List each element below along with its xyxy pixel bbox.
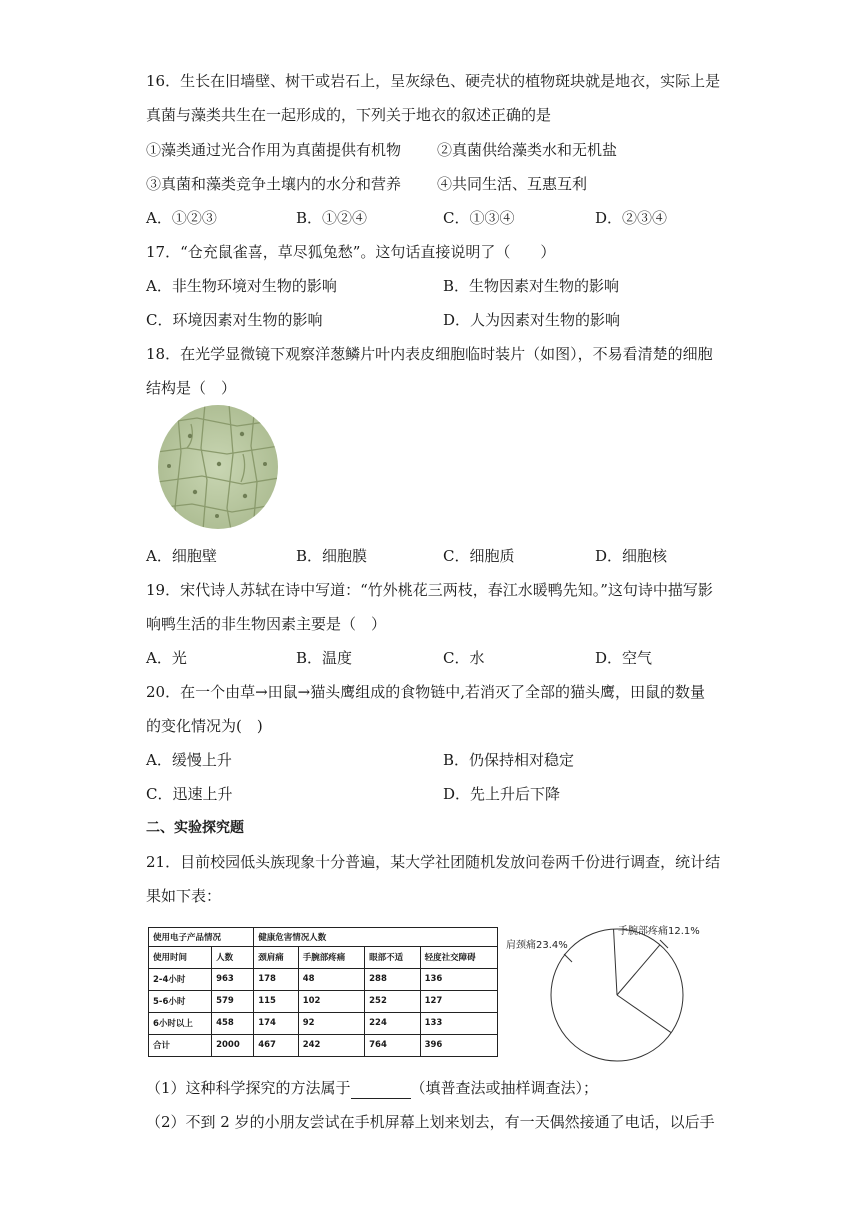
table-row [149, 968, 498, 990]
survey-table [148, 927, 498, 1057]
section-heading: 二、实验探究题 [146, 820, 244, 836]
q19-option-d: D．空气 [595, 649, 653, 667]
q21-stem-line1: 21．目前校园低头族现象十分普遍，某大学社团随机发放问卷两千份进行调查，统计结 [146, 853, 721, 871]
table-column-header: 人数 [212, 946, 254, 968]
q16-statement-3: ③真菌和藻类竞争土壤内的水分和营养 [146, 175, 402, 193]
q16-statement-4: ④共同生活、互惠互利 [437, 175, 588, 193]
q16-statement-1: ①藻类通过光合作用为真菌提供有机物 [146, 141, 402, 159]
q18-option-a: A．细胞壁 [146, 547, 217, 565]
q17-option-b: B．生物因素对生物的影响 [443, 277, 620, 295]
table-cell: 115 [254, 990, 299, 1012]
q19-option-b: B．温度 [296, 649, 353, 667]
q20-option-d: D．先上升后下降 [443, 785, 561, 803]
pie-label-wrist-pain: 手腕部疼痛12.1% [618, 926, 700, 937]
q21-sub1-prefix: （1）这种科学探究的方法属于 [146, 1079, 351, 1097]
table-column-header: 使用时间 [149, 946, 212, 968]
q20-stem-line2: 的变化情况为( ) [146, 717, 263, 735]
table-cell: 5-6小时 [149, 990, 212, 1012]
q19-option-c: C．水 [443, 649, 485, 667]
q16-option-b: B．①②④ [296, 209, 368, 227]
q17-option-a: A．非生物环境对生物的影响 [146, 277, 337, 295]
table-row [149, 1034, 498, 1056]
table-cell: 136 [420, 968, 497, 990]
table-cell: 2000 [212, 1034, 254, 1056]
table-cell: 467 [254, 1034, 299, 1056]
q21-sub1 [146, 1077, 598, 1099]
table-group-header: 使用电子产品情况 [149, 928, 254, 947]
q20-option-a: A．缓慢上升 [146, 751, 232, 769]
table-cell: 6小时以上 [149, 1012, 212, 1034]
q21-sub2: （2）不到 2 岁的小朋友尝试在手机屏幕上划来划去，有一天偶然接通了电话，以后手 [146, 1113, 715, 1131]
table-column-header-row [149, 946, 498, 968]
q19-stem-line1: 19．宋代诗人苏轼在诗中写道：“竹外桃花三两枝，春江水暖鸭先知。”这句诗中描写影 [146, 581, 713, 599]
table-cell: 92 [298, 1012, 364, 1034]
table-cell: 102 [298, 990, 364, 1012]
q21-sub1-suffix: （填普查法或抽样调查法）； [410, 1079, 599, 1097]
q16-stem-line1: 16．生长在旧墙壁、树干或岩石上，呈灰绿色、硬壳状的植物斑块就是地衣，实际上是 [146, 72, 721, 90]
table-cell: 242 [298, 1034, 364, 1056]
q20-option-c: C．迅速上升 [146, 785, 233, 803]
table-cell: 458 [212, 1012, 254, 1034]
table-row [149, 1012, 498, 1034]
answer-blank[interactable] [351, 1083, 411, 1099]
table-cell: 252 [365, 990, 420, 1012]
table-cell: 48 [298, 968, 364, 990]
pie-chart [500, 918, 730, 1068]
table-cell: 2-4小时 [149, 968, 212, 990]
pie-label-neck-shoulder-pain: 肩颈痛23.4% [506, 940, 568, 951]
q18-option-b: B．细胞膜 [296, 547, 368, 565]
q16-option-a: A．①②③ [146, 209, 217, 227]
q20-option-b: B．仍保持相对稳定 [443, 751, 575, 769]
table-cell: 764 [365, 1034, 420, 1056]
table-column-header: 眼部不适 [365, 946, 420, 968]
q18-stem-line1: 18．在光学显微镜下观察洋葱鳞片叶内表皮细胞临时装片（如图），不易看清楚的细胞 [146, 345, 713, 363]
q21-stem-line2: 果如下表： [146, 887, 222, 905]
table-cell: 396 [420, 1034, 497, 1056]
q18-option-d: D．细胞核 [595, 547, 668, 565]
table-cell: 288 [365, 968, 420, 990]
table-cell: 合计 [149, 1034, 212, 1056]
pie-slice-boundary [614, 929, 617, 995]
table-column-header: 颈肩痛 [254, 946, 299, 968]
pie-leader-neck-shoulder [564, 954, 572, 962]
q16-option-c: C．①③④ [443, 209, 515, 227]
q16-option-d: D．②③④ [595, 209, 668, 227]
table-cell: 579 [212, 990, 254, 1012]
table-cell: 963 [212, 968, 254, 990]
q19-stem-line2: 响鸭生活的非生物因素主要是（ ） [146, 615, 387, 633]
pie-slice-boundary [617, 995, 671, 1033]
table-header-group-row [149, 928, 498, 947]
table-cell: 133 [420, 1012, 497, 1034]
table-cell: 127 [420, 990, 497, 1012]
table-cell: 224 [365, 1012, 420, 1034]
table-cell: 178 [254, 968, 299, 990]
pie-slice-boundary [617, 945, 660, 995]
table-column-header: 轻度社交障碍 [420, 946, 497, 968]
q19-option-a: A．光 [146, 649, 187, 667]
q20-stem-line1: 20．在一个由草→田鼠→猫头鹰组成的食物链中,若消灭了全部的猫头鹰，田鼠的数量 [146, 683, 705, 701]
pie-leader-wrist [660, 940, 668, 948]
table-group-header: 健康危害情况人数 [254, 928, 498, 947]
q16-statement-2: ②真菌供给藻类水和无机盐 [437, 141, 618, 159]
q17-option-d: D．人为因素对生物的影响 [443, 311, 621, 329]
q18-stem-line2: 结构是（ ） [146, 379, 237, 397]
q18-option-c: C．细胞质 [443, 547, 515, 565]
q17-option-c: C．环境因素对生物的影响 [146, 311, 323, 329]
onion-cell-micrograph [157, 404, 279, 530]
q16-stem-line2: 真菌与藻类共生在一起形成的，下列关于地衣的叙述正确的是 [146, 106, 552, 124]
table-column-header: 手腕部疼痛 [298, 946, 364, 968]
table-cell: 174 [254, 1012, 299, 1034]
table-row [149, 990, 498, 1012]
q17-stem: 17．“仓充鼠雀喜，草尽狐兔愁”。这句话直接说明了（ ） [146, 243, 556, 261]
